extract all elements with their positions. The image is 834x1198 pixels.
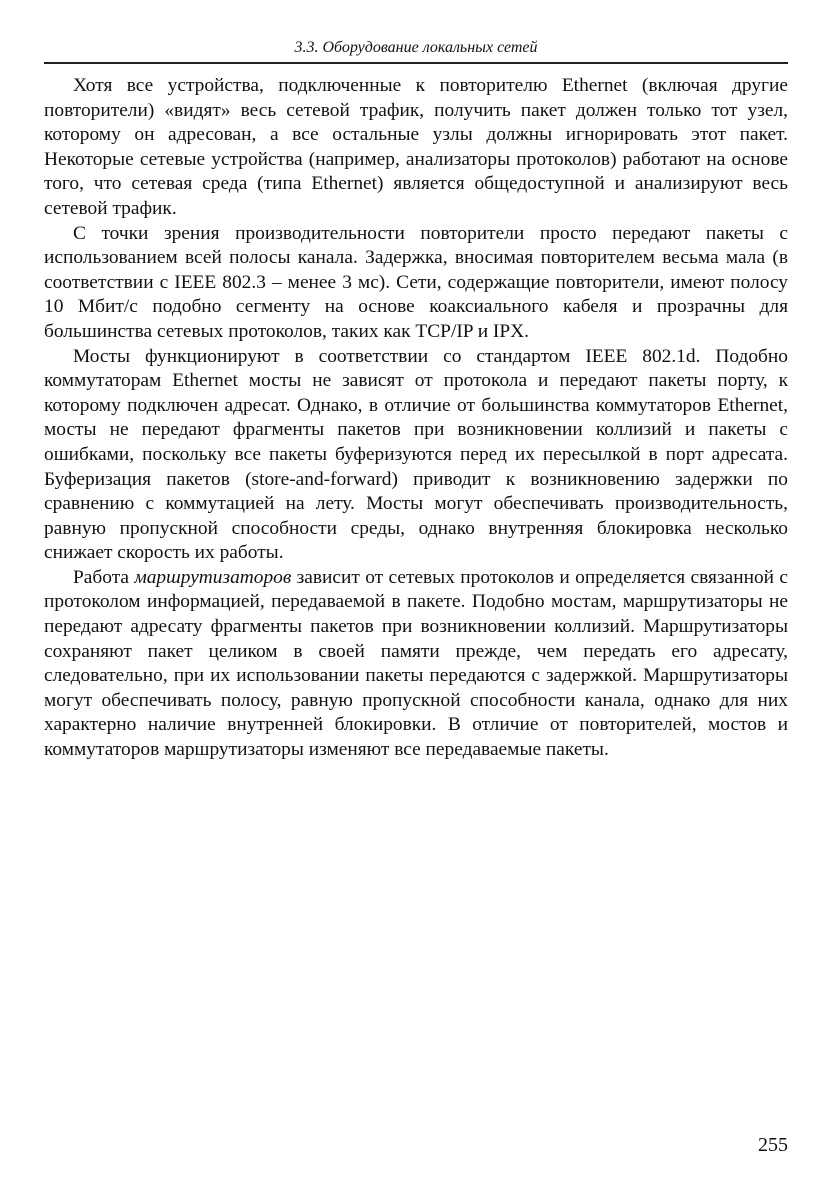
- header-rule: [44, 62, 788, 64]
- paragraph-repeaters-performance: С точки зрения производительности повторители просто передают пакеты с использованием всей полосы канала. Задержка, вносимая повторителем весьма мала (в соответствии с IEEE 802.3 – менее 3 мс). Сети, содержащие повторители, имеют полосу 10 Мбит/с подобно сегменту на основе коаксиального кабеля и прозрачны для большинства сетевых протоколов, таких как TCP/IP и IPX.: [44, 222, 788, 342]
- emphasized-term: маршрутизаторов: [134, 566, 292, 588]
- paragraph-routers-rest: зависит от сетевых протоколов и определяется связанной с протоколом информацией, передаваемой в пакете. Подобно мостам, маршрутизаторы не передают адресату фрагменты пакетов при возникновении коллизий. Маршрутизаторы сохраняют пакет целиком в своей памяти прежде, чем передать его адресату, следовательно, при их использовании пакеты передаются с задержкой. Маршрутизаторы могут обеспечивать полосу, равную пропускной способности канала, однако для них характерно наличие внутренней блокировки. В отличие от повторителей, мостов и коммутаторов маршрутизаторы изменяют все передаваемые пакеты.: [44, 566, 788, 761]
- page-number: 255: [758, 1134, 788, 1156]
- paragraph-routers-lead: Работа: [73, 566, 135, 588]
- paragraph-bridges: Мосты функционируют в соответствии со стандартом IEEE 802.1d. Подобно коммутаторам Ethernet мосты не зависят от протокола и передают пакеты порту, к которому подключен адресат. Однако, в отличие от большинства коммутаторов Ethernet, мосты не передают фрагменты пакетов при возникновении коллизий и пакеты с ошибками, поскольку все пакеты буферизуются перед их пересылкой в порт адресата. Буферизация пакетов (store-and-forward) приводит к возникновению задержки по сравнению с коммутацией на лету. Мосты могут обеспечивать производительность, равную пропускной способности среды, однако внутренняя блокировка несколько снижает скорость их работы.: [44, 345, 788, 564]
- body-text: [44, 74, 788, 763]
- paragraph-repeaters-traffic: Хотя все устройства, подключенные к повторителю Ethernet (включая другие повторители) «видят» весь сетевой трафик, получить пакет должен только тот узел, которому он адресован, а все остальные узлы должны игнорировать этот пакет. Некоторые сетевые устройства (например, анализаторы протоколов) работают на основе того, что сетевая среда (типа Ethernet) является общедоступной и анализируют весь сетевой трафик.: [44, 75, 788, 219]
- running-header: 3.3. Оборудование локальных сетей: [294, 39, 538, 56]
- paragraph-routers: [44, 566, 788, 763]
